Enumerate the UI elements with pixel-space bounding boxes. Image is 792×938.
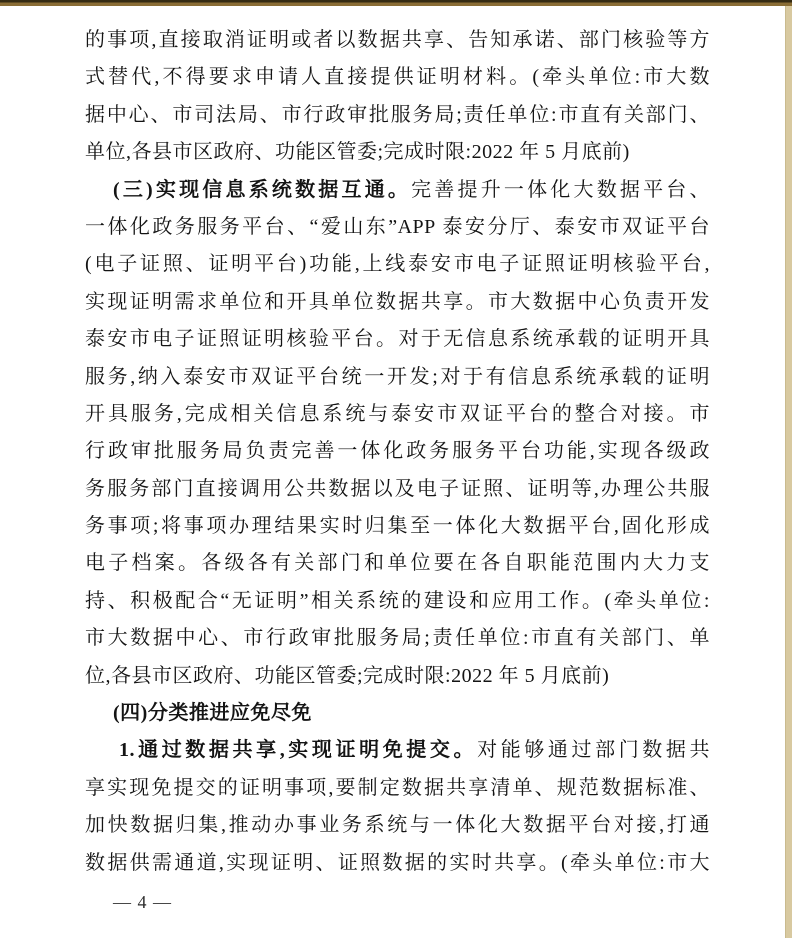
page-number: — 4 — (113, 892, 172, 912)
text-segment: 一体化政务服务平台、“爱山东”APP 泰安分厅、泰安市双证平台 (85, 215, 710, 238)
text-segment: 行政审批服务局负责完善一体化政务服务平台功能,实现各级政 (85, 440, 710, 463)
text-line (85, 471, 710, 508)
text-segment: 加快数据归集,推动办事业务系统与一体化大数据平台对接,打通 (85, 814, 710, 837)
text-line (85, 770, 710, 807)
text-segment: 的事项,直接取消证明或者以数据共享、告知承诺、部门核验等方 (85, 29, 710, 51)
page-right-edge (785, 0, 792, 938)
text-line (85, 620, 710, 657)
text-line (85, 172, 710, 209)
text-segment: 式替代,不得要求申请人直接提供证明材料。(牵头单位:市大数 (85, 66, 710, 89)
text-line (85, 59, 710, 96)
text-line (85, 321, 710, 358)
text-segment: 泰安市电子证照证明核验平台。对于无信息系统承载的证明开具 (85, 328, 710, 351)
text-segment: 开具服务,完成相关信息系统与泰安市双证平台的整合对接。市 (85, 402, 710, 425)
text-segment: 对能够通过部门数据共 (477, 739, 710, 762)
heading-text-segment: 1.通过数据共享,实现证明免提交。 (119, 739, 478, 762)
text-line (85, 284, 710, 321)
text-segment: 位,各县市区政府、功能区管委;完成时限:2022 年 5 月底前) (85, 664, 610, 687)
text-line (85, 695, 710, 732)
text-line (85, 134, 710, 171)
text-line (85, 97, 710, 134)
text-line (85, 732, 710, 769)
text-line (85, 658, 710, 695)
text-segment: (电子证照、证明平台)功能,上线泰安市电子证照证明核验平台, (85, 253, 710, 276)
text-line (85, 433, 710, 470)
text-segment: 单位,各县市区政府、功能区管委;完成时限:2022 年 5 月底前) (85, 141, 630, 164)
text-line (85, 396, 710, 433)
page-top-edge (0, 0, 792, 6)
text-line (85, 583, 710, 620)
text-line (85, 545, 710, 582)
text-segment: 享实现免提交的证明事项,要制定数据共享清单、规范数据标准、 (85, 776, 710, 799)
text-segment: 实现证明需求单位和开具单位数据共享。市大数据中心负责开发 (85, 290, 710, 313)
text-line (85, 807, 710, 844)
text-segment: 服务,纳入泰安市双证平台统一开发;对于有信息系统承载的证明 (85, 365, 710, 388)
text-segment: 务服务部门直接调用公共数据以及电子证照、证明等,办理公共服 (85, 477, 710, 500)
text-segment: 电子档案。各级各有关部门和单位要在各自职能范围内大力支 (85, 552, 710, 575)
heading-text-segment: (四)分类推进应免尽免 (113, 702, 312, 725)
text-segment: 数据供需通道,实现证明、证照数据的实时共享。(牵头单位:市大 (85, 851, 710, 874)
text-segment: 持、积极配合“无证明”相关系统的建设和应用工作。(牵头单位: (85, 589, 710, 612)
heading-text-segment: (三)实现信息系统数据互通。 (113, 178, 412, 201)
text-segment: 据中心、市司法局、市行政审批服务局;责任单位:市直有关部门、 (85, 103, 710, 126)
text-line (85, 508, 710, 545)
text-line (85, 359, 710, 396)
text-segment: 完善提升一体化大数据平台、 (411, 178, 710, 201)
document-body (85, 22, 710, 882)
text-line (85, 845, 710, 882)
text-segment: 市大数据中心、市行政审批服务局;责任单位:市直有关部门、单 (85, 627, 710, 650)
text-segment: 务事项;将事项办理结果实时归集至一体化大数据平台,固化形成 (85, 515, 710, 538)
text-line (85, 246, 710, 283)
text-line (85, 209, 710, 246)
text-line (85, 22, 710, 59)
